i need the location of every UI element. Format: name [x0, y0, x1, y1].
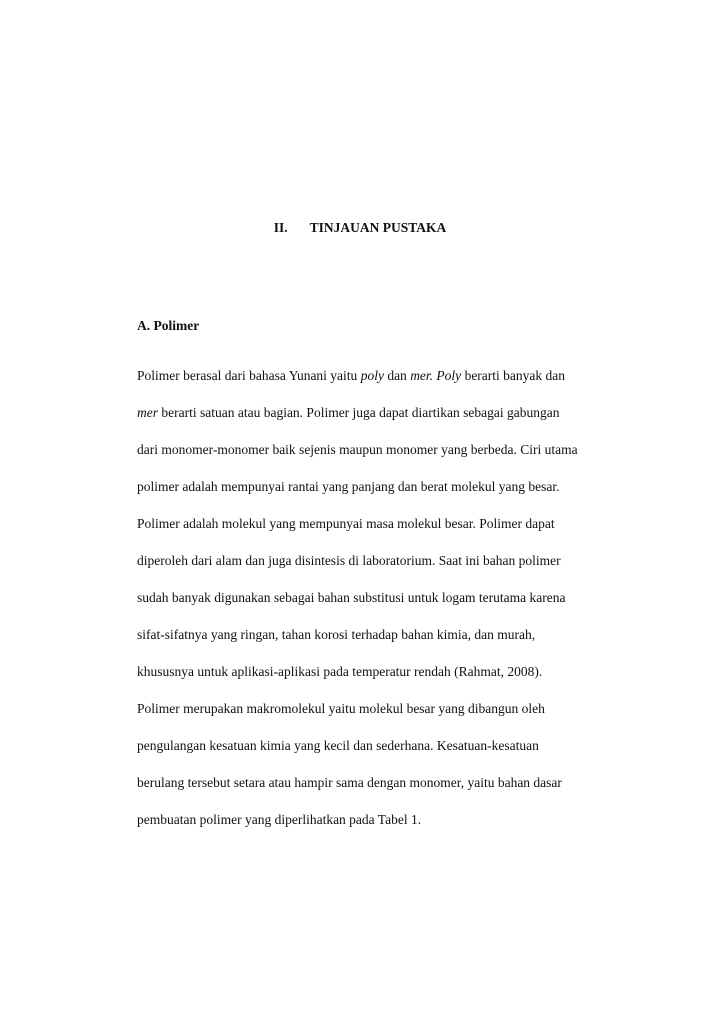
chapter-heading [0, 218, 720, 238]
paragraph-line: khususnya untuk aplikasi-aplikasi pada temperatur rendah (Rahmat, 2008). [137, 664, 543, 679]
paragraph-line: pengulangan kesatuan kimia yang kecil dan sederhana. Kesatuan-kesatuan [137, 738, 539, 753]
paragraph-line: pembuatan polimer yang diperlihatkan pada Tabel 1. [137, 812, 422, 827]
paragraph-line: berulang tersebut setara atau hampir sama dengan monomer, yaitu bahan dasar [137, 775, 562, 790]
paragraph-line: Polimer adalah molekul yang mempunyai masa molekul besar. Polimer dapat [137, 516, 555, 531]
paragraph-line: polimer adalah mempunyai rantai yang panjang dan berat molekul yang besar. [137, 479, 560, 494]
paragraph-line: sifat-sifatnya yang ringan, tahan korosi terhadap bahan kimia, dan murah, [137, 627, 536, 642]
paragraph-line: mer berarti satuan atau bagian. Polimer juga dapat diartikan sebagai gabungan [137, 405, 560, 420]
paragraph-line: sudah banyak digunakan sebagai bahan substitusi untuk logam terutama karena [137, 590, 566, 605]
paragraph-line: diperoleh dari alam dan juga disintesis di laboratorium. Saat ini bahan polimer [137, 553, 561, 568]
italic-term: mer [137, 405, 158, 420]
italic-term: mer. Poly [410, 368, 462, 383]
section-title: A. Polimer [137, 318, 200, 333]
paragraph-line: dari monomer-monomer baik sejenis maupun monomer yang berbeda. Ciri utama [137, 442, 578, 457]
chapter-number: II. [273, 220, 288, 235]
chapter-title: TINJAUAN PUSTAKA [309, 220, 447, 235]
paragraph-line: Polimer merupakan makromolekul yaitu molekul besar yang dibangun oleh [137, 701, 545, 716]
italic-term: poly [360, 368, 384, 383]
paragraph-line: Polimer berasal dari bahasa Yunani yaitu poly dan mer. Poly berarti banyak dan [137, 368, 566, 383]
